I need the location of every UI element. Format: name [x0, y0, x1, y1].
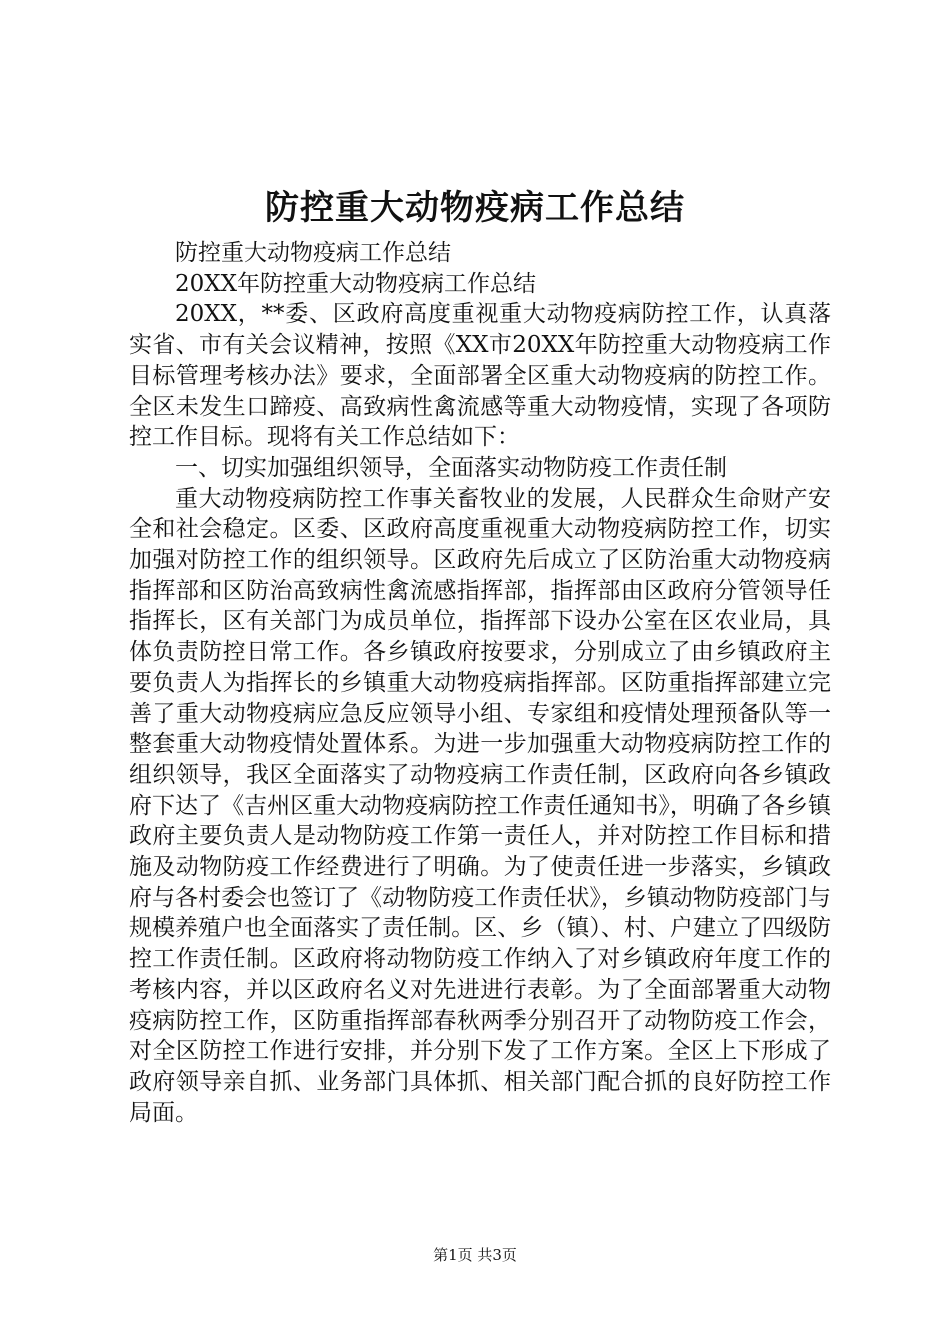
paragraph-section-1-body: 重大动物疫病防控工作事关畜牧业的发展，人民群众生命财产安全和社会稳定。区委、区政府高度重视重大动物疫病防控工作，切实加强对防控工作的组织领导。区政府先后成立了区防治重大动物疫病指挥部和区防治高致病性禽流感指挥部，指挥部由区政府分管领导任指挥长，区有关部门为成员单位，指挥部下设办公室在区农业局，具体负责防控日常工作。各乡镇政府按要求，分别成立了由乡镇政府主要负责人为指挥长的乡镇重大动物疫病指挥部。区防重指挥部建立完善了重大动物疫病应急反应领导小组、专家组和疫情处理预备队等一整套重大动物疫情处置体系。为进一步加强重大动物疫病防控工作的组织领导，我区全面落实了动物疫病工作责任制，区政府向各乡镇政府下达了《吉州区重大动物疫病防控工作责任通知书》，明确了各乡镇政府主要负责人是动物防疫工作第一责任人，并对防控工作目标和措施及动物防疫工作经费进行了明确。为了使责任进一步落实，乡镇政府与各村委会也签订了《动物防疫工作责任状》，乡镇动物防疫部门与规模养殖户也全面落实了责任制。区、乡（镇）、村、户建立了四级防控工作责任制。区政府将动物防疫工作纳入了对乡镇政府年度工作的考核内容，并以区政府名义对先进进行表彰。为了全面部署重大动物疫病防控工作，区防重指挥部春秋两季分别召开了动物防疫工作会，对全区防控工作进行安排，并分别下发了工作方案。全区上下形成了政府领导亲自抓、业务部门具体抓、相关部门配合抓的良好防控工作局面。 — [129, 485, 831, 1126]
paragraph-subtitle: 防控重大动物疫病工作总结 — [175, 240, 451, 266]
document-body — [129, 238, 831, 1128]
section-heading-1: 一、切实加强组织领导，全面落实动物防疫工作责任制 — [175, 454, 727, 481]
paragraph-intro: 20XX，**委、区政府高度重视重大动物疫病防控工作，认真落实省、市有关会议精神，按照《XX市20XX年防控重大动物疫病工作目标管理考核办法》要求，全面部署全区重大动物疫病的防控工作。全区未发生口蹄疫、高致病性禽流感等重大动物疫情，实现了各项防控工作目标。现将有关工作总结如下： — [129, 301, 831, 451]
page-number-footer: 第1页 共3页 — [433, 1246, 517, 1264]
document-title: 防控重大动物疫病工作总结 — [265, 188, 685, 228]
paragraph-year-title: 20XX年防控重大动物疫病工作总结 — [175, 270, 537, 297]
